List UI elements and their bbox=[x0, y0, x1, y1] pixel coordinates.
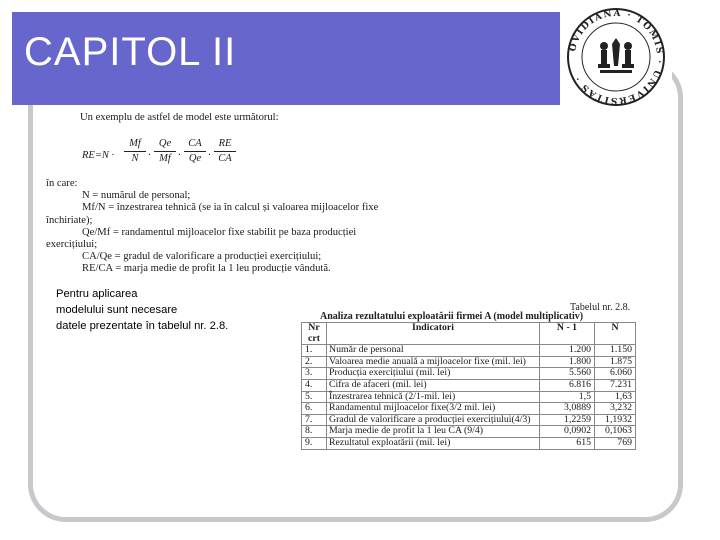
formula-fraction: $\frac{RE}{CA}$ bbox=[214, 138, 236, 165]
slide-title: CAPITOL II bbox=[24, 30, 237, 74]
table-cell: 7.231 bbox=[595, 379, 636, 391]
table-cell: 1.200 bbox=[540, 345, 595, 357]
svg-text:OVIDIANA · TOMIS · UNIVERSITAS: OVIDIANA · TOMIS · UNIVERSITAS · bbox=[568, 8, 665, 106]
table-cell: 4. bbox=[302, 379, 327, 391]
table-row bbox=[302, 426, 636, 438]
table-cell: 6. bbox=[302, 403, 327, 415]
definition-line: RE/CA = marja medie de profit la 1 leu producție vândută. bbox=[82, 263, 331, 275]
table-title: Analiza rezultatului exploatării firmei A (model multiplicativ) bbox=[320, 311, 584, 322]
table-row bbox=[302, 437, 636, 449]
formula-dot: · bbox=[148, 150, 151, 161]
table-cell: 1.875 bbox=[595, 356, 636, 368]
table-cell: Gradul de valorificare a producției exercițiului(4/3) bbox=[327, 414, 540, 426]
slide-note bbox=[56, 286, 228, 334]
table-cell: Valoarea medie anuală a mijloacelor fixe (mil. lei) bbox=[327, 356, 540, 368]
column-header: Nr crt bbox=[302, 323, 327, 345]
table-cell: 1.150 bbox=[595, 345, 636, 357]
table-cell: 5. bbox=[302, 391, 327, 403]
intro-text: Un exemplu de astfel de model este următorul: bbox=[80, 112, 279, 123]
table-cell: 5.560 bbox=[540, 368, 595, 380]
university-seal-logo bbox=[560, 4, 672, 110]
table-caption: Tabelul nr. 2.8. bbox=[570, 302, 631, 313]
table-row bbox=[302, 414, 636, 426]
table-cell: 7. bbox=[302, 414, 327, 426]
table-cell: 0,0902 bbox=[540, 426, 595, 438]
table-cell: 769 bbox=[595, 437, 636, 449]
formula-fraction: $\frac{Qe}{Mf}$ bbox=[154, 138, 176, 165]
definition-line: Qe/Mf = randamentul mijloacelor fixe stabilit pe baza producției bbox=[82, 226, 357, 238]
table-cell: 8. bbox=[302, 426, 327, 438]
definition-line: exercițiului; bbox=[46, 239, 98, 251]
column-header: N - 1 bbox=[540, 323, 595, 345]
table-cell: 615 bbox=[540, 437, 595, 449]
table-cell: Randamentul mijloacelor fixe(3/2 mil. lei) bbox=[327, 403, 540, 415]
table-row bbox=[302, 356, 636, 368]
note-line: modelului sunt necesare bbox=[56, 304, 178, 316]
table-row bbox=[302, 368, 636, 380]
table-cell: 1. bbox=[302, 345, 327, 357]
definition-line: închiriate); bbox=[46, 214, 93, 226]
table-row bbox=[302, 345, 636, 357]
table-cell: 1,1932 bbox=[595, 414, 636, 426]
formula-dot: · bbox=[178, 150, 181, 161]
table-cell: 2. bbox=[302, 356, 327, 368]
table-cell: 0,1063 bbox=[595, 426, 636, 438]
formula-fraction: $\frac{CA}{Qe}$ bbox=[184, 138, 206, 165]
table-row bbox=[302, 403, 636, 415]
formula-lhs: RE=N · bbox=[82, 150, 115, 161]
table-cell: 1,5 bbox=[540, 391, 595, 403]
column-header: N bbox=[595, 323, 636, 345]
table-cell: 1.800 bbox=[540, 356, 595, 368]
table-cell: 3,232 bbox=[595, 403, 636, 415]
definition-line: N = numărul de personal; bbox=[82, 190, 191, 202]
table-cell: 3. bbox=[302, 368, 327, 380]
definitions-list bbox=[46, 178, 406, 276]
note-line: Pentru aplicarea bbox=[56, 288, 138, 300]
table-cell: Cifra de afaceri (mil. lei) bbox=[327, 379, 540, 391]
table-cell: 1,63 bbox=[595, 391, 636, 403]
note-line: datele prezentate în tabelul nr. 2.8. bbox=[56, 320, 229, 332]
table-cell: 3,0889 bbox=[540, 403, 595, 415]
formula-fraction: $\frac{Mf}{N}$ bbox=[124, 138, 146, 165]
table-row bbox=[302, 379, 636, 391]
table-cell: Număr de personal bbox=[327, 345, 540, 357]
table-cell: Marja medie de profit la 1 leu CA (9/4) bbox=[327, 426, 540, 438]
definition-line: Mf/N = înzestrarea tehnică (se ia în calcul și valoarea mijloacelor fixe bbox=[82, 202, 379, 214]
table-row bbox=[302, 391, 636, 403]
table-cell: Înzestrarea tehnică (2/1-mil. lei) bbox=[327, 391, 540, 403]
table-cell: Producția exercițiului (mil. lei) bbox=[327, 368, 540, 380]
table-cell: 9. bbox=[302, 437, 327, 449]
definition-line: CA/Qe = gradul de valorificare a producției exercițiului; bbox=[82, 251, 322, 263]
formula-dot: · bbox=[208, 150, 211, 161]
table-header-row bbox=[302, 323, 636, 345]
indicators-table bbox=[301, 322, 636, 450]
table-cell: 6.816 bbox=[540, 379, 595, 391]
definition-line: în care: bbox=[46, 178, 78, 189]
table-cell: 1,2259 bbox=[540, 414, 595, 426]
table-cell: Rezultatul exploatării (mil. lei) bbox=[327, 437, 540, 449]
column-header: Indicatori bbox=[327, 323, 540, 345]
table-cell: 6.060 bbox=[595, 368, 636, 380]
